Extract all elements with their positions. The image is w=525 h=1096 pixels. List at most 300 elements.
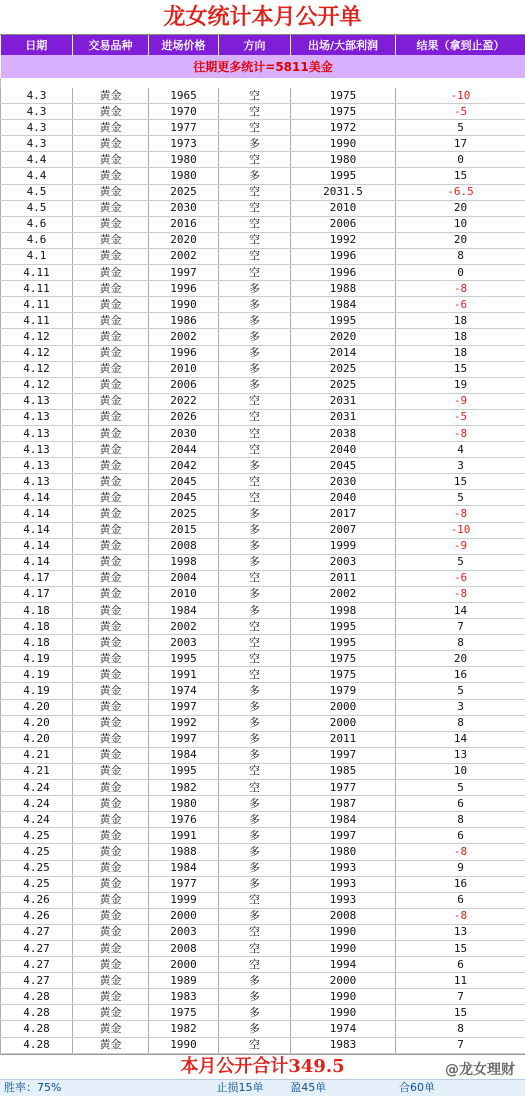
cell-date: 4.25	[1, 876, 73, 892]
cell-result: -8	[396, 844, 525, 860]
cell-date: 4.26	[1, 892, 73, 908]
cell-direction: 多	[219, 586, 291, 602]
table-row	[1, 603, 525, 619]
cell-entry-price: 1982	[149, 780, 219, 796]
cell-result: 7	[396, 1037, 525, 1053]
cell-date: 4.12	[1, 329, 73, 345]
cell-instrument: 黄金	[73, 828, 149, 844]
cell-exit: 2000	[291, 715, 396, 731]
cell-exit: 2011	[291, 570, 396, 586]
cell-result: 5	[396, 554, 525, 570]
cell-exit: 1975	[291, 104, 396, 120]
cell-date: 4.13	[1, 425, 73, 441]
cell-instrument: 黄金	[73, 506, 149, 522]
cell-result: 15	[396, 361, 525, 377]
cell-date: 4.26	[1, 908, 73, 924]
table-row	[1, 635, 525, 651]
cell-direction: 空	[219, 442, 291, 458]
table-row	[1, 88, 525, 104]
cell-date: 4.27	[1, 957, 73, 973]
cell-entry-price: 1980	[149, 796, 219, 812]
table-row	[1, 796, 525, 812]
cell-direction: 空	[219, 88, 291, 104]
cell-date: 4.25	[1, 828, 73, 844]
cell-result: 16	[396, 667, 525, 683]
cell-date: 4.24	[1, 812, 73, 828]
cell-entry-price: 1997	[149, 699, 219, 715]
cell-result: 18	[396, 345, 525, 361]
cell-date: 4.19	[1, 683, 73, 699]
cell-direction: 空	[219, 940, 291, 956]
table-row	[1, 747, 525, 763]
cell-direction: 空	[219, 635, 291, 651]
cell-date: 4.27	[1, 973, 73, 989]
table-row	[1, 120, 525, 136]
cell-exit: 1997	[291, 828, 396, 844]
cell-entry-price: 2045	[149, 474, 219, 490]
cell-date: 4.28	[1, 1021, 73, 1037]
cell-entry-price: 1997	[149, 265, 219, 281]
cell-instrument: 黄金	[73, 908, 149, 924]
cell-direction: 多	[219, 297, 291, 313]
cell-exit: 1983	[291, 1037, 396, 1053]
cell-direction: 空	[219, 1037, 291, 1053]
cell-result: 6	[396, 828, 525, 844]
cell-result: 7	[396, 619, 525, 635]
table-row	[1, 1005, 525, 1021]
cell-direction: 多	[219, 908, 291, 924]
table-row	[1, 570, 525, 586]
cell-result: 10	[396, 763, 525, 779]
cell-date: 4.24	[1, 780, 73, 796]
cell-entry-price: 1984	[149, 860, 219, 876]
cell-direction: 多	[219, 876, 291, 892]
cell-date: 4.20	[1, 699, 73, 715]
cell-instrument: 黄金	[73, 104, 149, 120]
cell-result: 8	[396, 715, 525, 731]
cell-entry-price: 1998	[149, 554, 219, 570]
cell-instrument: 黄金	[73, 248, 149, 264]
cell-direction: 多	[219, 313, 291, 329]
cell-exit: 2011	[291, 731, 396, 747]
cell-direction: 多	[219, 1021, 291, 1037]
cell-result: 10	[396, 216, 525, 232]
total-row	[0, 1054, 525, 1079]
table-row	[1, 474, 525, 490]
cell-direction: 多	[219, 554, 291, 570]
spacer-row	[1, 78, 525, 88]
cell-exit: 2040	[291, 442, 396, 458]
table-row	[1, 619, 525, 635]
profit-count: 盈45单	[286, 1080, 395, 1096]
cell-direction: 多	[219, 281, 291, 297]
cell-direction: 多	[219, 715, 291, 731]
cell-instrument: 黄金	[73, 1037, 149, 1053]
table-row	[1, 313, 525, 329]
cell-result: -8	[396, 506, 525, 522]
cell-result: 13	[396, 924, 525, 940]
cell-entry-price: 1986	[149, 313, 219, 329]
table-row	[1, 506, 525, 522]
cell-exit: 2031	[291, 393, 396, 409]
cell-date: 4.14	[1, 538, 73, 554]
cell-entry-price: 2022	[149, 393, 219, 409]
cell-entry-price: 2008	[149, 940, 219, 956]
cell-exit: 1980	[291, 152, 396, 168]
table-row	[1, 152, 525, 168]
cell-instrument: 黄金	[73, 892, 149, 908]
cell-exit: 1990	[291, 1005, 396, 1021]
cell-instrument: 黄金	[73, 120, 149, 136]
cell-result: 8	[396, 1021, 525, 1037]
cell-exit: 1972	[291, 120, 396, 136]
cell-date: 4.4	[1, 168, 73, 184]
cell-exit: 2025	[291, 377, 396, 393]
cell-instrument: 黄金	[73, 490, 149, 506]
cell-entry-price: 1988	[149, 844, 219, 860]
cell-entry-price: 2030	[149, 425, 219, 441]
cell-entry-price: 1991	[149, 828, 219, 844]
cell-result: 15	[396, 940, 525, 956]
cell-exit: 2000	[291, 973, 396, 989]
cell-date: 4.4	[1, 152, 73, 168]
cell-date: 4.24	[1, 796, 73, 812]
cell-direction: 空	[219, 248, 291, 264]
cell-result: -8	[396, 586, 525, 602]
cell-direction: 多	[219, 361, 291, 377]
cell-instrument: 黄金	[73, 940, 149, 956]
cell-instrument: 黄金	[73, 216, 149, 232]
cell-entry-price: 2002	[149, 248, 219, 264]
cell-result: 8	[396, 812, 525, 828]
table-row	[1, 715, 525, 731]
cell-direction: 空	[219, 490, 291, 506]
cell-instrument: 黄金	[73, 586, 149, 602]
cell-instrument: 黄金	[73, 345, 149, 361]
cell-direction: 多	[219, 796, 291, 812]
cell-result: 9	[396, 860, 525, 876]
cell-instrument: 黄金	[73, 812, 149, 828]
cell-result: 18	[396, 329, 525, 345]
cell-instrument: 黄金	[73, 651, 149, 667]
cell-date: 4.25	[1, 844, 73, 860]
cell-result: 15	[396, 168, 525, 184]
cell-result: -6	[396, 570, 525, 586]
cell-entry-price: 2003	[149, 635, 219, 651]
cell-direction: 多	[219, 731, 291, 747]
cell-direction: 空	[219, 393, 291, 409]
table-row	[1, 892, 525, 908]
cell-date: 4.12	[1, 361, 73, 377]
cell-instrument: 黄金	[73, 1021, 149, 1037]
table-row	[1, 248, 525, 264]
cell-date: 4.14	[1, 554, 73, 570]
cell-instrument: 黄金	[73, 458, 149, 474]
table-row	[1, 1021, 525, 1037]
cell-instrument: 黄金	[73, 442, 149, 458]
cell-result: 16	[396, 876, 525, 892]
cell-direction: 空	[219, 892, 291, 908]
cell-instrument: 黄金	[73, 265, 149, 281]
cell-result: 6	[396, 796, 525, 812]
cell-entry-price: 1977	[149, 876, 219, 892]
table-row	[1, 522, 525, 538]
cell-exit: 1975	[291, 88, 396, 104]
cell-instrument: 黄金	[73, 860, 149, 876]
cell-result: 15	[396, 1005, 525, 1021]
cell-result: 0	[396, 265, 525, 281]
cell-date: 4.14	[1, 490, 73, 506]
cell-exit: 1990	[291, 940, 396, 956]
table-row	[1, 973, 525, 989]
table-row	[1, 458, 525, 474]
cell-result: -10	[396, 88, 525, 104]
cell-instrument: 黄金	[73, 635, 149, 651]
cell-exit: 1995	[291, 619, 396, 635]
cell-direction: 多	[219, 747, 291, 763]
cell-entry-price: 2042	[149, 458, 219, 474]
cell-direction: 多	[219, 699, 291, 715]
cell-result: 8	[396, 635, 525, 651]
cell-direction: 多	[219, 844, 291, 860]
cell-result: 20	[396, 200, 525, 216]
cell-result: 20	[396, 651, 525, 667]
cell-entry-price: 2010	[149, 361, 219, 377]
cell-result: 5	[396, 120, 525, 136]
cell-date: 4.12	[1, 345, 73, 361]
cell-instrument: 黄金	[73, 715, 149, 731]
total-text: 本月公开合计349.5	[180, 1056, 344, 1077]
cell-entry-price: 1977	[149, 120, 219, 136]
cell-entry-price: 1997	[149, 731, 219, 747]
cell-instrument: 黄金	[73, 136, 149, 152]
cell-direction: 空	[219, 104, 291, 120]
cell-entry-price: 2044	[149, 442, 219, 458]
table-row	[1, 828, 525, 844]
cell-date: 4.5	[1, 184, 73, 200]
cell-exit: 1993	[291, 860, 396, 876]
cell-instrument: 黄金	[73, 329, 149, 345]
cell-entry-price: 2010	[149, 586, 219, 602]
cell-entry-price: 2030	[149, 200, 219, 216]
cell-result: 5	[396, 780, 525, 796]
cell-instrument: 黄金	[73, 973, 149, 989]
cell-instrument: 黄金	[73, 200, 149, 216]
cell-exit: 2031	[291, 409, 396, 425]
cell-direction: 多	[219, 458, 291, 474]
watermark: @龙女理财	[445, 1058, 515, 1082]
table-row	[1, 554, 525, 570]
cell-exit: 2010	[291, 200, 396, 216]
cell-exit: 2006	[291, 216, 396, 232]
cell-date: 4.20	[1, 715, 73, 731]
cell-instrument: 黄金	[73, 152, 149, 168]
table-row	[1, 667, 525, 683]
cell-entry-price: 2045	[149, 490, 219, 506]
cell-instrument: 黄金	[73, 763, 149, 779]
table-row	[1, 232, 525, 248]
cell-exit: 2038	[291, 425, 396, 441]
table-row	[1, 104, 525, 120]
cell-exit: 1995	[291, 313, 396, 329]
table-row	[1, 651, 525, 667]
cell-exit: 1998	[291, 603, 396, 619]
table-row	[1, 1037, 525, 1053]
cell-entry-price: 2016	[149, 216, 219, 232]
cell-direction: 空	[219, 120, 291, 136]
header-row	[1, 35, 525, 55]
cell-result: 4	[396, 442, 525, 458]
cell-instrument: 黄金	[73, 538, 149, 554]
cell-instrument: 黄金	[73, 168, 149, 184]
cell-instrument: 黄金	[73, 409, 149, 425]
table-row	[1, 699, 525, 715]
cell-date: 4.18	[1, 635, 73, 651]
table-row	[1, 136, 525, 152]
cell-exit: 2008	[291, 908, 396, 924]
cell-result: 5	[396, 490, 525, 506]
cell-date: 4.1	[1, 248, 73, 264]
cell-date: 4.21	[1, 747, 73, 763]
cell-instrument: 黄金	[73, 619, 149, 635]
table-row	[1, 216, 525, 232]
cell-date: 4.6	[1, 232, 73, 248]
cell-result: -8	[396, 425, 525, 441]
cell-direction: 空	[219, 232, 291, 248]
cell-direction: 空	[219, 763, 291, 779]
cell-entry-price: 2025	[149, 184, 219, 200]
cell-result: 6	[396, 892, 525, 908]
cell-instrument: 黄金	[73, 1005, 149, 1021]
cell-exit: 2020	[291, 329, 396, 345]
cell-result: -8	[396, 281, 525, 297]
cell-entry-price: 1990	[149, 297, 219, 313]
cell-result: -5	[396, 409, 525, 425]
cell-entry-price: 1984	[149, 603, 219, 619]
cell-instrument: 黄金	[73, 603, 149, 619]
cell-exit: 2003	[291, 554, 396, 570]
table-row	[1, 538, 525, 554]
table-row	[1, 812, 525, 828]
cell-direction: 多	[219, 603, 291, 619]
cell-exit: 2045	[291, 458, 396, 474]
cell-exit: 1975	[291, 667, 396, 683]
cell-instrument: 黄金	[73, 554, 149, 570]
cell-direction: 多	[219, 377, 291, 393]
cell-date: 4.27	[1, 940, 73, 956]
cell-entry-price: 2025	[149, 506, 219, 522]
cell-exit: 2025	[291, 361, 396, 377]
cell-direction: 多	[219, 989, 291, 1005]
table-row	[1, 860, 525, 876]
cell-result: 14	[396, 731, 525, 747]
cell-instrument: 黄金	[73, 522, 149, 538]
combined-count: 合60单	[395, 1080, 525, 1096]
cell-instrument: 黄金	[73, 844, 149, 860]
cell-direction: 空	[219, 924, 291, 940]
cell-date: 4.13	[1, 442, 73, 458]
cell-instrument: 黄金	[73, 989, 149, 1005]
cell-exit: 1974	[291, 1021, 396, 1037]
cell-direction: 多	[219, 828, 291, 844]
cell-direction: 多	[219, 1005, 291, 1021]
cell-result: 3	[396, 458, 525, 474]
cell-exit: 1990	[291, 989, 396, 1005]
cell-exit: 1987	[291, 796, 396, 812]
cell-direction: 空	[219, 780, 291, 796]
cell-entry-price: 1996	[149, 281, 219, 297]
cell-result: 7	[396, 989, 525, 1005]
cell-entry-price: 1995	[149, 651, 219, 667]
cell-direction: 多	[219, 522, 291, 538]
cell-direction: 多	[219, 329, 291, 345]
cell-exit: 1990	[291, 136, 396, 152]
header-date: 日期	[1, 35, 73, 55]
cell-date: 4.3	[1, 88, 73, 104]
cell-exit: 1993	[291, 892, 396, 908]
cell-exit: 2017	[291, 506, 396, 522]
cell-date: 4.18	[1, 603, 73, 619]
table-row	[1, 876, 525, 892]
cell-result: 19	[396, 377, 525, 393]
cell-exit: 1980	[291, 844, 396, 860]
header-exit-profit: 出场/大部利润	[291, 35, 396, 55]
cell-entry-price: 1976	[149, 812, 219, 828]
cell-result: -6	[396, 297, 525, 313]
cell-entry-price: 2002	[149, 619, 219, 635]
cell-date: 4.25	[1, 860, 73, 876]
cell-entry-price: 1990	[149, 1037, 219, 1053]
cell-instrument: 黄金	[73, 683, 149, 699]
summary-line: 往期更多统计=5811美金	[1, 55, 525, 78]
cell-date: 4.11	[1, 265, 73, 281]
cell-instrument: 黄金	[73, 313, 149, 329]
cell-result: -9	[396, 393, 525, 409]
table-row	[1, 345, 525, 361]
table-row	[1, 940, 525, 956]
cell-instrument: 黄金	[73, 281, 149, 297]
cell-date: 4.14	[1, 522, 73, 538]
cell-date: 4.3	[1, 120, 73, 136]
cell-exit: 1985	[291, 763, 396, 779]
cell-direction: 多	[219, 345, 291, 361]
cell-entry-price: 1983	[149, 989, 219, 1005]
cell-entry-price: 1975	[149, 1005, 219, 1021]
cell-result: -9	[396, 538, 525, 554]
table-row	[1, 763, 525, 779]
cell-direction: 空	[219, 184, 291, 200]
cell-instrument: 黄金	[73, 780, 149, 796]
cell-date: 4.17	[1, 586, 73, 602]
cell-entry-price: 1965	[149, 88, 219, 104]
cell-date: 4.19	[1, 667, 73, 683]
cell-result: 5	[396, 683, 525, 699]
header-result: 结果（拿到止盈）	[396, 35, 525, 55]
cell-exit: 1995	[291, 635, 396, 651]
cell-entry-price: 2000	[149, 908, 219, 924]
cell-entry-price: 2015	[149, 522, 219, 538]
cell-instrument: 黄金	[73, 957, 149, 973]
cell-entry-price: 1989	[149, 973, 219, 989]
cell-entry-price: 1999	[149, 892, 219, 908]
cell-date: 4.13	[1, 474, 73, 490]
table-row	[1, 442, 525, 458]
cell-exit: 1984	[291, 297, 396, 313]
cell-exit: 1984	[291, 812, 396, 828]
cell-entry-price: 2003	[149, 924, 219, 940]
cell-result: 18	[396, 313, 525, 329]
table-row	[1, 329, 525, 345]
